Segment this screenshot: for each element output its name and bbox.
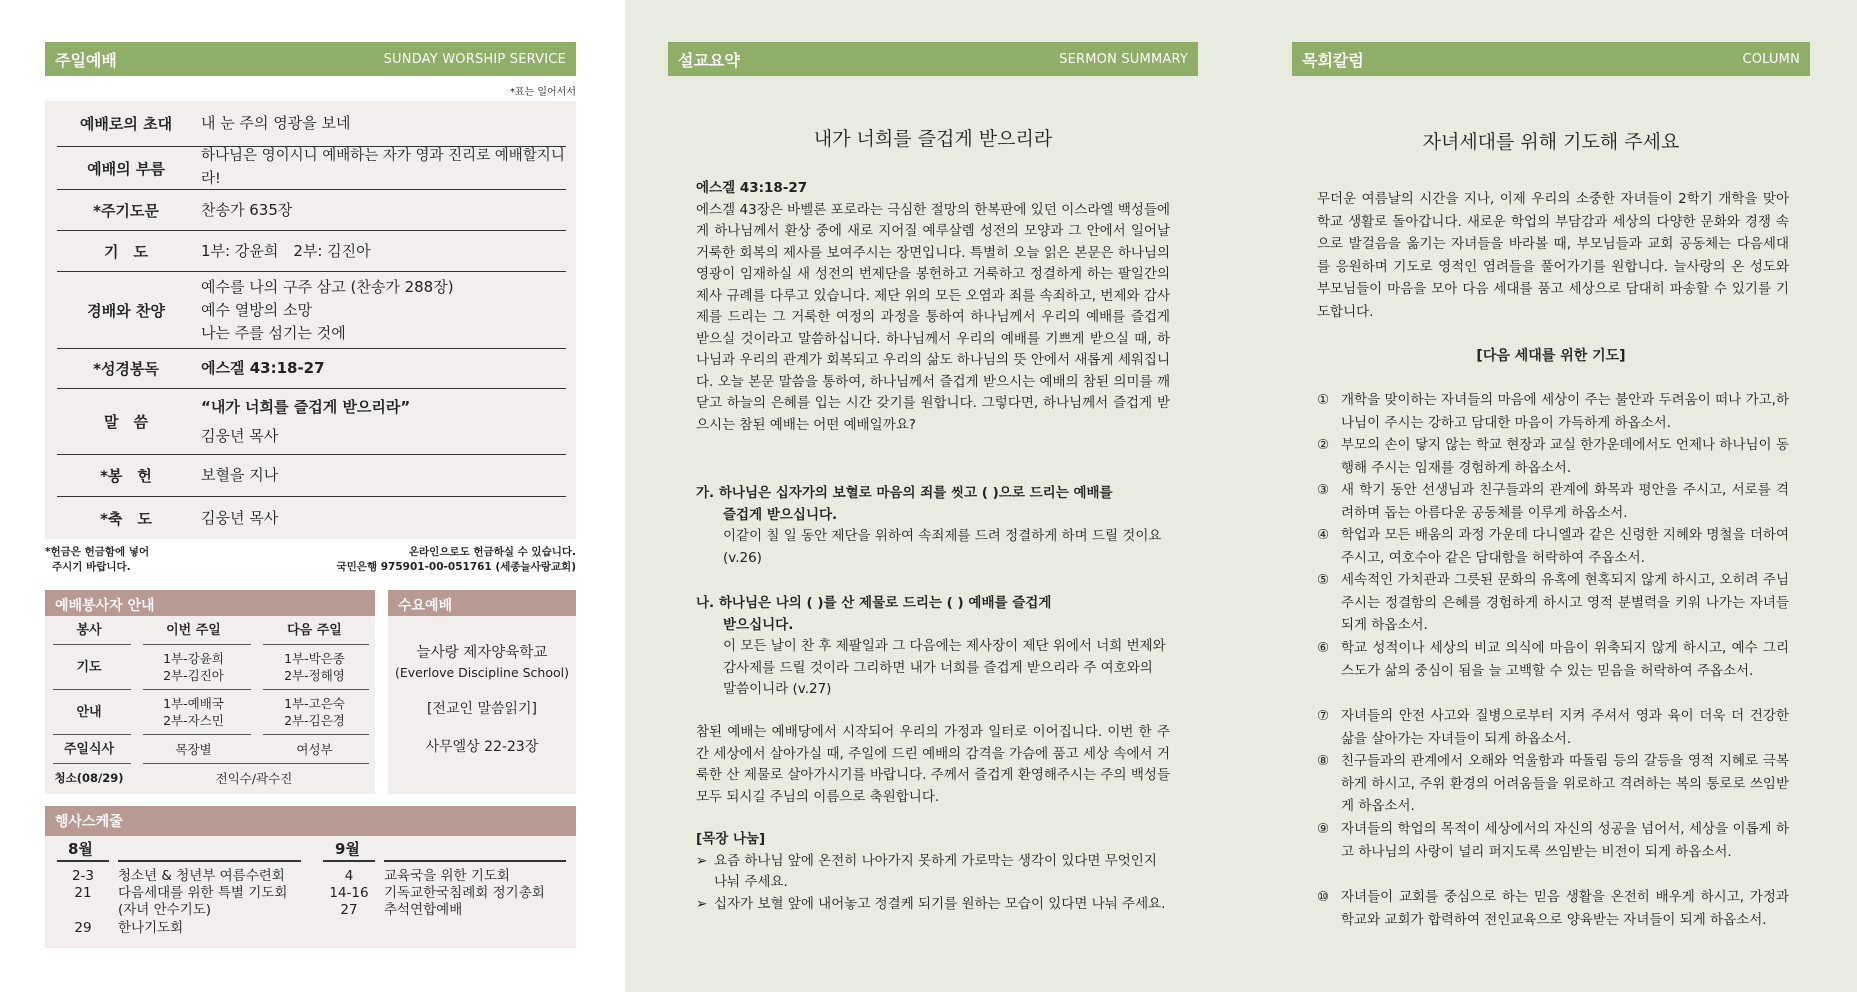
column-header-ko: 목회칼럼 xyxy=(1302,50,1364,70)
event-text: 한나기도회 xyxy=(118,920,184,936)
event-text: 다음세대를 위한 특별 기도회 xyxy=(118,885,288,901)
sharing-question: 십자가 보혈 앞에 내어놓고 정결케 되기를 원하는 모습이 있다면 나눠 주세요. xyxy=(714,895,1166,912)
cell-line: 2부-김진아 xyxy=(163,668,224,683)
sermon-point-1 xyxy=(696,483,1170,569)
prayer-text: 학업과 모든 배움의 과정 가운데 다니엘과 같은 신령한 지혜와 명철을 더하여 주시고, 여호수아 같은 담대함을 허락하여 주옵소서. xyxy=(1341,527,1789,566)
worship-header-ko: 주일예배 xyxy=(55,50,117,70)
prayer-number: ⑩ xyxy=(1317,889,1330,905)
scripture-reference: 에스겔 43:18-27 xyxy=(696,180,808,196)
intro-paragraph: 에스겔 43장은 바벨론 포로라는 극심한 절망의 한복판에 있던 이스라엘 백성들에게 하나님께서 환상 중에 새로 지어질 예루살렘 성전의 모양과 그 안에서 일어날 거룩한 회복의 제사를 보여주시는 장면입니다. 특별히 오늘 읽은 본문은 하나님의 영광이 임재하실 새 성전의 번제단을 봉헌하고 거룩하고 정결하게 하는 팔일간의 제사 규례를 다루고 있습니다. 제단 위의 모든 오염과 죄를 속죄하고, 번제와 감사제를 드리는 그 거룩한 여정의 과정을 통하여 하나님께서 우리의 예배를 즐겁게 받으실 것이라고 말씀하십니다. 하나님께서 우리의 예배를 기쁘게 받으실 때, 하나님과 우리의 관계가 회복되고 우리의 삶도 하나님의 뜻 안에서 새롭게 세워집니다. 오늘 본문 말씀을 통하여, 하나님께서 즐겁게 받으시는 예배의 참된 의미를 깨닫고 하늘의 은혜를 입는 시간 갖기를 원합니다. 그렇다면, 하나님께서 즐겁게 받으시는 참된 예배는 어떤 예배일까요? xyxy=(696,201,1170,433)
list-item xyxy=(323,868,510,885)
list-item xyxy=(1317,569,1789,637)
prayer-text: 자녀들이 교회를 중심으로 하는 믿음 생활을 온전히 배우게 하시고, 가정과 학교와 교회가 합력하여 전인교육으로 양육받는 자녀들이 되게 하옵소서. xyxy=(1341,889,1789,928)
event-text: 청소년 & 청년부 여름수련회 xyxy=(118,868,285,884)
list-item xyxy=(696,894,1170,916)
prayer-number: ② xyxy=(1317,437,1330,453)
sermon-title: 내가 너희를 즐겁게 받으리라 xyxy=(813,128,1053,150)
prayer-text: 친구들과의 관계에서 오해와 억울함과 따돌림 등의 갈등을 영적 지혜로 극복하게 하시고, 주위 환경의 어려움들을 위로하고 격려하는 복의 통로로 쓰임받게 하옵소서. xyxy=(1341,753,1789,814)
order-content: 1부: 강윤희 2부: 김진아 xyxy=(201,241,371,260)
offering-note-right xyxy=(300,545,576,575)
table-row xyxy=(45,690,375,734)
order-label: 말 씀 xyxy=(104,413,148,431)
order-row-sermon xyxy=(57,389,566,455)
wednesday-panel xyxy=(388,616,576,794)
prayer-number: ⑥ xyxy=(1317,640,1330,656)
offering-note-left xyxy=(45,545,149,575)
list-item xyxy=(1317,524,1789,569)
order-content: 나는 주를 섬기는 것에 xyxy=(201,323,346,342)
event-text: 기독교한국침례회 정기총회 xyxy=(384,885,545,901)
event-date: 21 xyxy=(74,885,92,901)
cell-line: 목장별 xyxy=(175,741,212,757)
sermon-intro xyxy=(696,178,1170,436)
sermon-title-text: “내가 너희를 즐겁게 받으리라” xyxy=(201,397,411,416)
order-content: 에스겔 43:18-27 xyxy=(201,359,325,377)
month-august: 8월 xyxy=(68,840,93,858)
point-heading-cont: 즐겁게 받으십니다. xyxy=(723,506,838,523)
cell-line: 전익수/곽수진 xyxy=(215,770,293,786)
list-item xyxy=(57,885,287,902)
arrow-bullet-icon: ➢ xyxy=(696,852,708,869)
column-header xyxy=(1292,42,1810,76)
worship-order-list xyxy=(45,101,576,539)
sermon-header-ko: 설교요약 xyxy=(678,50,740,70)
small-group-sharing xyxy=(696,829,1170,915)
standing-note: *표는 일어서서 xyxy=(509,87,576,98)
prayer-number: ③ xyxy=(1317,482,1330,498)
order-row-call xyxy=(57,147,566,190)
role-cell: 주일식사 xyxy=(63,741,115,757)
prayer-text: 학교 성적이나 세상의 비교 의식에 마음이 위축되지 않게 하시고, 예수 그리스도가 삶의 중심이 됨을 늘 고백할 수 있는 믿음을 허락하여 주옵소서. xyxy=(1341,640,1789,679)
cell-line: 1부-강윤희 xyxy=(163,651,224,666)
order-row-benediction xyxy=(57,497,566,539)
list-item xyxy=(1317,637,1789,682)
reading-passage: 사무엘상 22-23장 xyxy=(425,739,539,755)
role-cell: 안내 xyxy=(76,704,102,720)
cell-line: 1부-예배국 xyxy=(163,696,224,711)
column-header: 봉사 xyxy=(76,622,102,638)
list-item xyxy=(1317,818,1789,863)
order-content: 김웅년 목사 xyxy=(201,508,279,527)
prayer-number: ⑨ xyxy=(1317,821,1330,837)
volunteers-header: 예배봉사자 안내 xyxy=(45,590,375,620)
event-date: 29 xyxy=(74,920,92,936)
cell-line: 2부-김은경 xyxy=(284,713,345,728)
sermon-closing: 참된 예배는 예배당에서 시작되어 우리의 가정과 일터로 이어집니다. 이번 한 주간 세상에서 살아가실 때, 주일에 드린 예배의 감격을 가슴에 품고 세상 속에서 거룩한 산 제물로 살아가시기를 바랍니다. 주께서 즐겁게 환영해주시는 주의 백성들 모두 되시길 주님의 이름으로 축원합니다. xyxy=(696,724,1170,805)
arrow-bullet-icon: ➢ xyxy=(696,895,708,912)
order-label: 기 도 xyxy=(104,242,148,261)
sharing-question: 요즘 하나님 앞에 온전히 나아가지 못하게 가로막는 생각이 있다면 무엇인지 나눠 주세요. xyxy=(714,852,1157,890)
prayer-number: ⑧ xyxy=(1317,753,1330,769)
order-row-scripture xyxy=(57,349,566,389)
list-item xyxy=(323,902,462,919)
prayer-text: 부모의 손이 닿지 않는 학교 현장과 교실 한가운데에서도 언제나 하나님이 동행해 주시는 임재를 경험하게 하옵소서. xyxy=(1341,437,1789,476)
list-item xyxy=(1317,434,1789,479)
event-date: 14-16 xyxy=(329,885,369,901)
table-row-cleaning xyxy=(45,764,375,792)
event-date: 4 xyxy=(344,868,354,884)
online-offering-text: 온라인으로도 헌금하실 수 있습니다. xyxy=(408,546,576,558)
cell-line: 2부-자스민 xyxy=(163,713,224,728)
sermon-point-2 xyxy=(696,593,1170,701)
order-label: *축 도 xyxy=(100,509,152,528)
order-content: 하나님은 영이시니 예배하는 자가 영과 진리로 예배할지니라! xyxy=(201,148,565,187)
order-row-prayer xyxy=(57,231,566,272)
bank-account-text: 국민은행 975901-00-051761 (세종늘사랑교회) xyxy=(336,561,576,573)
list-item xyxy=(57,902,211,919)
wednesday-header: 수요예배 xyxy=(388,590,576,620)
prayer-text: 자녀들의 안전 사고와 질병으로부터 지켜 주셔서 영과 육이 더욱 더 건강한 삶을 살아가는 자녀들이 되게 하옵소서. xyxy=(1341,708,1789,747)
order-row-offering xyxy=(57,455,566,497)
prayer-text: 세속적인 가치관과 그릇된 문화의 유혹에 현혹되지 않게 하시고, 오히려 주님 주시는 정결함의 은혜를 경험하게 하시고 영적 분별력을 키워 나가는 자녀들 되게 하옵소서. xyxy=(1341,572,1789,633)
role-cell: 기도 xyxy=(76,659,102,675)
sermon-header xyxy=(668,42,1198,76)
event-date xyxy=(57,902,109,919)
point-heading: 가. 하나님은 십자가의 보혈로 마음의 죄를 씻고 ( )으로 드리는 예배를 xyxy=(696,485,1113,501)
column-title: 자녀세대를 위해 기도해 주세요 xyxy=(1422,131,1680,153)
order-content: 예수를 나의 구주 삼고 (찬송가 288장) xyxy=(201,277,454,296)
order-label: *주기도문 xyxy=(93,201,159,220)
list-item xyxy=(57,868,285,885)
prayer-text: 새 학기 동안 선생님과 친구들과의 관계에 화목과 평안을 주시고, 서로를 격려하며 돕는 아름다운 공동체를 이루게 하옵소서. xyxy=(1341,482,1789,521)
point-verse: 이 모든 날이 찬 후 제팔일과 그 다음에는 제사장이 제단 위에서 너희 번제와 감사제를 드릴 것이라 그리하면 내가 너희를 즐겁게 받으리라 주 여호와의 말씀이니라 (v.27) xyxy=(723,638,1166,697)
order-row-lords-prayer xyxy=(57,190,566,231)
list-item xyxy=(1317,705,1789,750)
order-label: 예배로의 초대 xyxy=(79,115,173,133)
column-header-en: COLUMN xyxy=(1742,51,1800,67)
prayer-number: ① xyxy=(1317,392,1330,408)
order-content: 내 눈 주의 영광을 보네 xyxy=(201,114,351,132)
list-item xyxy=(696,851,1170,894)
schedule-header: 행사스케줄 xyxy=(45,806,576,836)
prayer-number: ⑤ xyxy=(1317,572,1330,588)
order-content: 찬송가 635장 xyxy=(201,200,293,219)
column-header: 다음 주일 xyxy=(287,622,342,638)
order-label: 경배와 찬양 xyxy=(87,301,165,320)
point-heading-cont: 받으십니다. xyxy=(723,616,794,633)
sermon-header-en: SERMON SUMMARY xyxy=(1059,51,1188,67)
point-verse: 이같이 칠 일 동안 제단을 위하여 속죄제를 드려 정결하게 하며 드릴 것이요 (v.26) xyxy=(723,528,1162,566)
month-september: 9월 xyxy=(335,840,360,858)
list-item xyxy=(1317,750,1789,818)
sermon-and-column-panel xyxy=(625,0,1857,992)
column-intro: 무더운 여름날의 시간을 지나, 이제 우리의 소중한 자녀들이 2학기 개학을 맞아 학교 생활로 돌아갑니다. 새로운 학업의 부담감과 세상의 다양한 문화와 경쟁 속으로 발걸음을 옮기는 자녀들을 바라볼 때, 부모님들과 교회 공동체는 다음세대를 응원하며 기도로 영적인 염려들을 풀어가기를 원합니다. 늘사랑의 온 성도와 부모님들이 마음을 모아 다음 세대를 품고 세상으로 담대히 파송할 수 있기를 기도합니다. xyxy=(1317,191,1789,320)
list-item xyxy=(1317,479,1789,524)
cell-line: 2부-정해영 xyxy=(284,668,345,683)
worship-page xyxy=(0,0,625,992)
list-item xyxy=(1317,389,1789,434)
cell-line: 여성부 xyxy=(296,741,333,757)
table-row xyxy=(45,645,375,689)
event-date: 27 xyxy=(340,902,358,918)
discipleship-school-en: (Everlove Discipline School) xyxy=(395,665,569,680)
order-row-praise xyxy=(57,272,566,349)
prayer-number: ⑦ xyxy=(1317,708,1330,724)
discipleship-school-label: 늘사랑 제자양육학교 xyxy=(416,645,548,661)
point-heading: 나. 하나님은 나의 ( )를 산 제물로 드리는 ( ) 예배를 즐겁게 xyxy=(696,595,1052,611)
table-row xyxy=(45,735,375,763)
cell-line: 1부-고은숙 xyxy=(284,696,345,711)
role-cell: 청소(08/29) xyxy=(54,770,124,785)
volunteers-table-head xyxy=(45,616,375,644)
offering-note-line: *헌금은 헌금함에 넣어 xyxy=(45,546,150,558)
list-item xyxy=(57,920,183,937)
worship-header xyxy=(45,42,576,76)
order-content: 예수 열방의 소망 xyxy=(201,300,312,319)
prayer-heading: [다음 세대를 위한 기도] xyxy=(1476,348,1626,364)
order-content: 김웅년 목사 xyxy=(201,426,279,445)
prayer-text: 개학을 맞이하는 자녀들의 마음에 세상이 주는 불안과 두려움이 떠나 가고,하나님이 주시는 강하고 담대한 마음이 가득하게 하옵소서. xyxy=(1341,392,1789,431)
schedule-panel xyxy=(45,836,576,948)
event-text: (자녀 안수기도) xyxy=(118,902,212,918)
prayer-text: 자녀들의 학업의 목적이 세상에서의 자신의 성공을 넘어서, 세상을 이롭게 하고 하나님의 사랑이 널리 퍼지도록 쓰임받는 비전이 되게 하옵소서. xyxy=(1341,821,1789,860)
worship-header-en: SUNDAY WORSHIP SERVICE xyxy=(383,51,566,67)
list-item xyxy=(323,885,545,902)
list-item xyxy=(1317,886,1789,931)
reading-label: [전교인 말씀읽기] xyxy=(426,701,538,717)
volunteers-table xyxy=(45,616,375,794)
offering-note-line: 주시기 바랍니다. xyxy=(52,561,131,573)
order-label: 예배의 부름 xyxy=(87,159,165,178)
order-content: 보혈을 지나 xyxy=(201,466,279,484)
order-label: *성경봉독 xyxy=(93,360,159,378)
column-header: 이번 주일 xyxy=(166,622,221,638)
order-row-invitation xyxy=(57,101,566,147)
order-label: *봉 헌 xyxy=(100,467,152,485)
event-date: 2-3 xyxy=(71,868,95,884)
prayer-number: ④ xyxy=(1317,527,1330,543)
cell-line: 1부-박은종 xyxy=(284,651,345,666)
sharing-heading: [목장 나눔] xyxy=(696,831,766,847)
event-text: 교육국을 위한 기도회 xyxy=(384,868,510,884)
event-text: 추석연합예배 xyxy=(384,902,463,918)
